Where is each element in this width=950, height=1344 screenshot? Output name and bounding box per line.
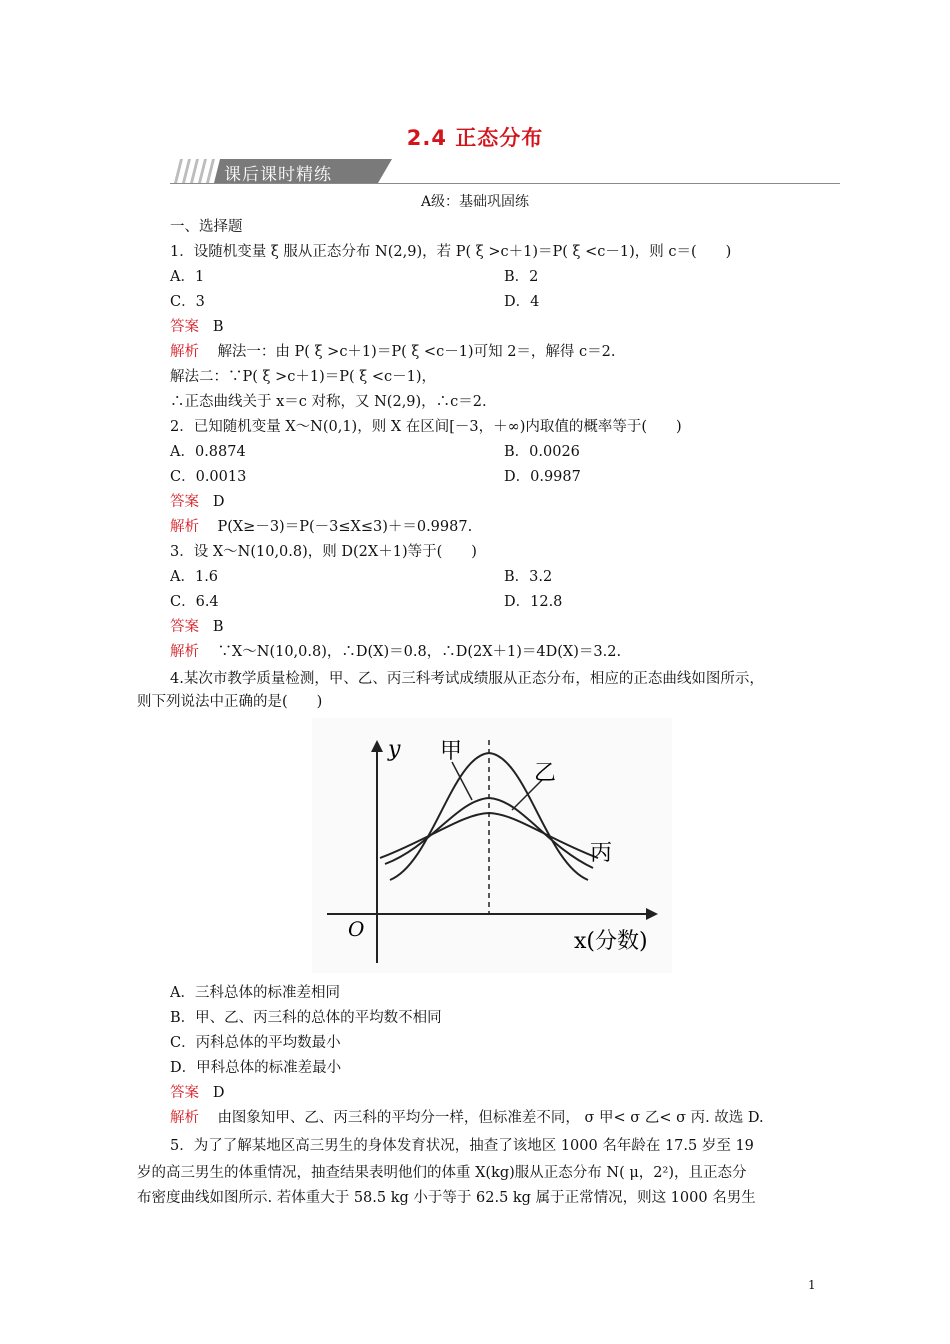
q4-option-d: D．甲科总体的标准差最小 [170, 1060, 342, 1076]
q1-option-b: B．2 [504, 269, 539, 285]
analysis-label: 解析 [170, 519, 199, 535]
q1-analysis-line3: ∴正态曲线关于 x＝c 对称，又 N(2,9)，∴c＝2. [170, 394, 487, 410]
y-axis-label: y [388, 737, 401, 762]
q1-option-c: C．3 [170, 294, 205, 310]
answer-label: 答案 [170, 319, 199, 335]
q3-analysis [170, 642, 621, 662]
answer-label: 答案 [170, 619, 199, 635]
q3-option-c: C．6.4 [170, 594, 219, 610]
q4-answer [170, 1083, 224, 1103]
answer-label: 答案 [170, 1085, 199, 1101]
banner-label: 课后课时精练 [224, 165, 332, 185]
analysis-label: 解析 [170, 644, 199, 660]
curve-label-bing: 丙 [590, 841, 613, 866]
q2-answer [170, 492, 224, 512]
q3-option-b: B．3.2 [504, 569, 553, 585]
q3-option-d: D．12.8 [504, 594, 563, 610]
page-number: 1 [808, 1278, 816, 1292]
y-axis-arrow [371, 740, 383, 752]
curve-label-yi: 乙 [534, 761, 557, 786]
q2-option-b: B．0.0026 [504, 444, 580, 460]
analysis-label: 解析 [170, 1110, 199, 1126]
q3-stem: 3．设 X～N(10,0.8)，则 D(2X＋1)等于( ) [170, 544, 477, 560]
normal-curves-diagram [312, 718, 672, 973]
q4-option-b: B．甲、乙、丙三科的总体的平均数不相同 [170, 1010, 442, 1026]
answer-value: D [212, 494, 225, 510]
analysis-label: 解析 [170, 344, 199, 360]
q3-option-a: A．1.6 [170, 569, 219, 585]
q2-analysis [170, 517, 472, 537]
q5-line2: 岁的高三男生的体重情况，抽查结果表明他们的体重 X(kg)服从正态分布 N( μ，2²)，且正态分 [137, 1165, 747, 1181]
q1-option-a: A．1 [170, 269, 205, 285]
q4-analysis [170, 1108, 764, 1128]
q5-line1: 5．为了了解某地区高三男生的身体发育状况，抽查了该地区 1000 名年龄在 17.5 岁至 19 [170, 1138, 754, 1154]
level-heading: A级：基础巩固练 [420, 194, 530, 210]
q1-analysis-line2: 解法二：∵P( ξ >c＋1)＝P( ξ <c－1)， [170, 369, 437, 385]
answer-value: B [212, 619, 224, 635]
q3-answer [170, 617, 223, 637]
q1-answer [170, 317, 223, 337]
q1-stem: 1．设随机变量 ξ 服从正态分布 N(2,9)，若 P( ξ >c＋1)＝P( ξ <c－1)，则 c＝( ) [170, 244, 732, 260]
q2-option-d: D．0.9987 [504, 469, 581, 485]
curve-label-jia: 甲 [440, 739, 463, 764]
answer-value: B [212, 319, 224, 335]
section-banner [170, 157, 840, 187]
analysis-text: 解法一：由 P( ξ >c＋1)＝P( ξ <c－1)可知 2＝，解得 c＝2. [217, 344, 616, 360]
x-axis-label: x(分数) [574, 929, 648, 954]
q2-option-a: A．0.8874 [170, 444, 246, 460]
q4-option-a: A．三科总体的标准差相同 [170, 985, 340, 1001]
answer-value: D [212, 1085, 225, 1101]
label-leader-jia [452, 762, 472, 800]
answer-label: 答案 [170, 494, 199, 510]
q2-option-c: C．0.0013 [170, 469, 247, 485]
analysis-text: ∵X～N(10,0.8)，∴D(X)＝0.8，∴D(2X＋1)＝4D(X)＝3.2. [217, 644, 622, 660]
origin-label: O [348, 917, 365, 941]
q4-option-c: C．丙科总体的平均数最小 [170, 1035, 341, 1051]
q2-stem: 2．已知随机变量 X～N(0,1)，则 X 在区间[－3，＋∞)内取值的概率等于( ) [170, 419, 682, 435]
x-axis-arrow [646, 908, 658, 920]
normal-curve-figure [312, 718, 672, 973]
q4-stem-line1: 4.某次市教学质量检测，甲、乙、丙三科考试成绩服从正态分布，相应的正态曲线如图所示， [170, 671, 764, 687]
analysis-text: 由图象知甲、乙、丙三科的平均分一样，但标准差不同， σ 甲< σ 乙< σ 丙. 故选 D. [217, 1110, 764, 1126]
section-heading: 一、选择题 [170, 219, 243, 235]
page-title: 2.4 正态分布 [406, 126, 544, 150]
q1-option-d: D．4 [504, 294, 540, 310]
analysis-text: P(X≥－3)＝P(－3≤X≤3)＋＝0.9987. [217, 519, 473, 535]
q5-line3: 布密度曲线如图所示. 若体重大于 58.5 kg 小于等于 62.5 kg 属于正常情况，则这 1000 名男生 [137, 1190, 756, 1206]
q1-analysis [170, 342, 616, 362]
q4-stem-line2: 则下列说法中正确的是( ) [137, 694, 323, 710]
